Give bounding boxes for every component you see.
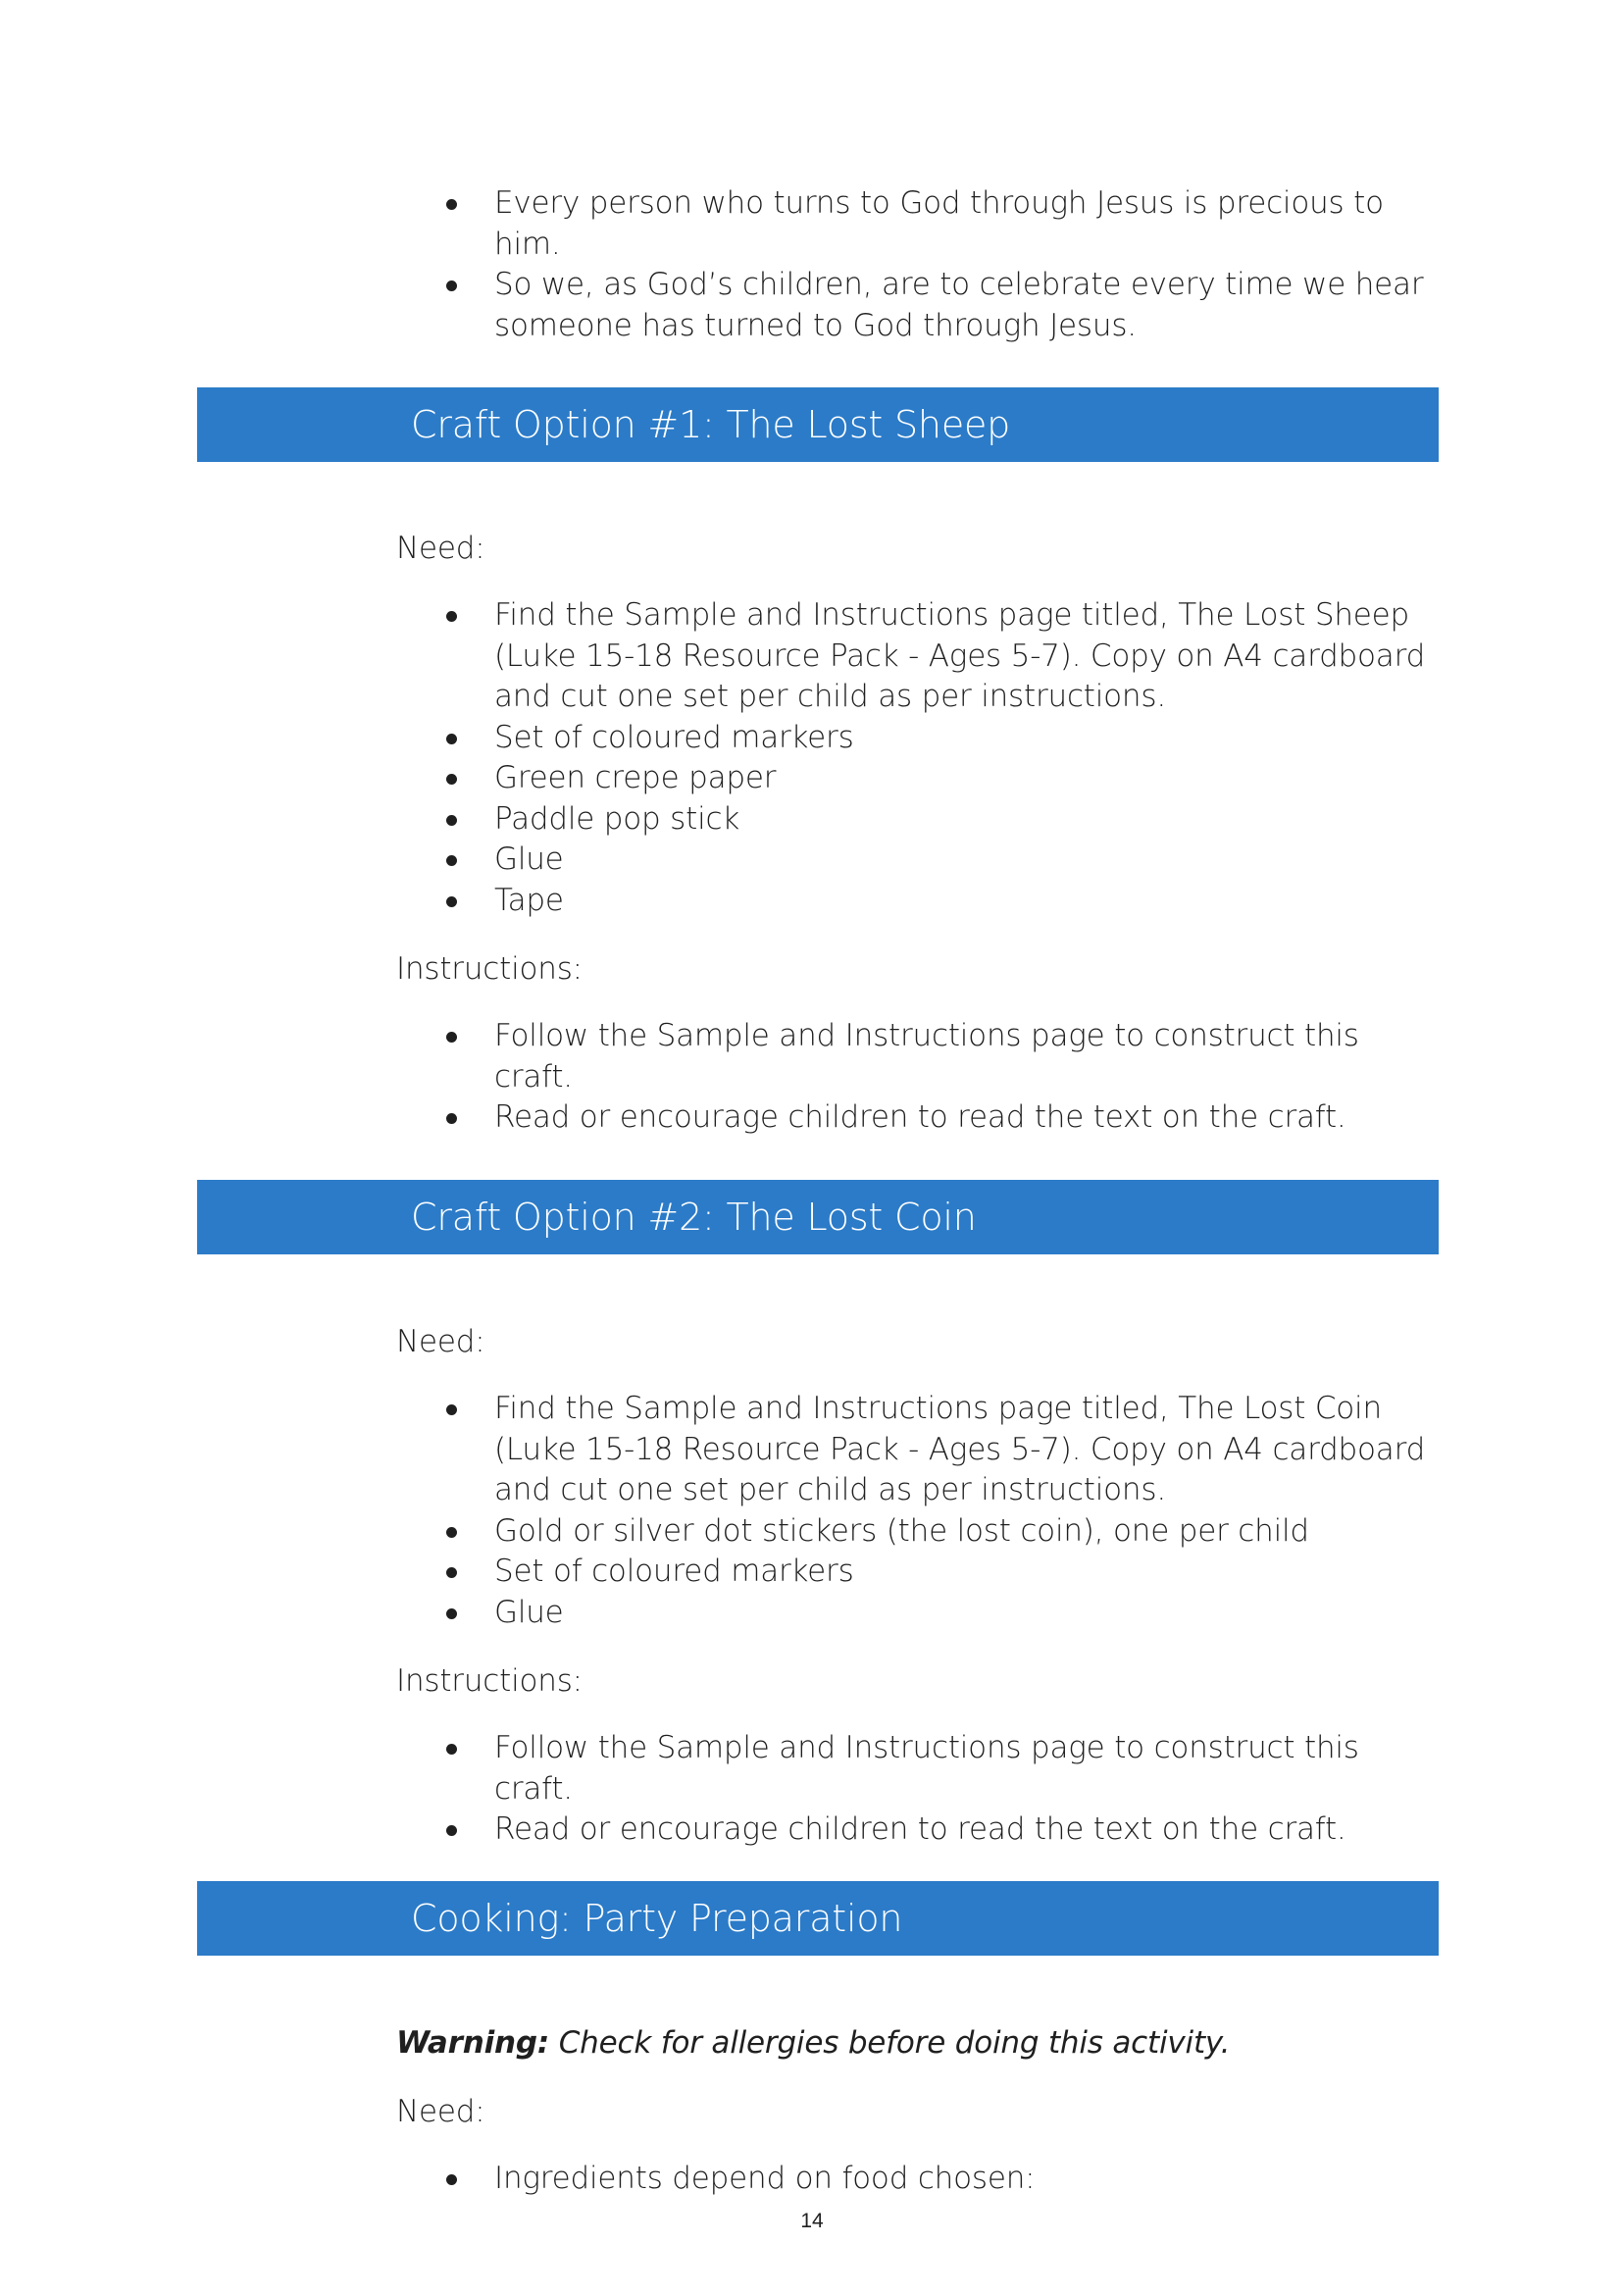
list-item: Paddle pop stick bbox=[392, 799, 1442, 841]
bullet-icon bbox=[446, 1744, 457, 1755]
bullet-icon bbox=[446, 774, 457, 785]
list-item: Gold or silver dot stickers (the lost coin), one per child bbox=[392, 1511, 1442, 1553]
allergy-warning bbox=[396, 2023, 1230, 2064]
list-item: Glue bbox=[392, 1593, 1442, 1634]
cooking-need-list bbox=[392, 2159, 1442, 2200]
list-item: Follow the Sample and Instructions page to construct this craft. bbox=[392, 1016, 1442, 1097]
bullet-icon bbox=[446, 199, 457, 210]
need-label: Need: bbox=[396, 2094, 485, 2129]
bullet-icon bbox=[446, 815, 457, 826]
bullet-icon bbox=[446, 1608, 457, 1619]
warning-text: Check for allergies before doing this activity. bbox=[549, 2025, 1231, 2061]
craft1-instructions-list bbox=[392, 1016, 1442, 1139]
list-item: Set of coloured markers bbox=[392, 1552, 1442, 1593]
section-banner-cooking bbox=[197, 1881, 1439, 1956]
craft2-instructions-list bbox=[392, 1728, 1442, 1851]
bullet-icon bbox=[446, 734, 457, 744]
need-label: Need: bbox=[396, 1324, 485, 1359]
bullet-icon bbox=[446, 855, 457, 866]
intro-bullet-list bbox=[392, 183, 1442, 346]
bullet-icon bbox=[446, 1404, 457, 1415]
need-label: Need: bbox=[396, 531, 485, 566]
list-item: Find the Sample and Instructions page titled, The Lost Coin (Luke 15-18 Resource Pack - Ages 5-7). Copy on A4 cardboard and cut one set per child as per instructions. bbox=[392, 1389, 1442, 1511]
section-title: Cooking: Party Preparation bbox=[411, 1897, 903, 1940]
section-title: Craft Option #2: The Lost Coin bbox=[411, 1196, 977, 1239]
bullet-icon bbox=[446, 1527, 457, 1538]
section-banner-craft1 bbox=[197, 387, 1439, 462]
craft1-need-list bbox=[392, 595, 1442, 921]
list-item: Follow the Sample and Instructions page to construct this craft. bbox=[392, 1728, 1442, 1810]
page-number: 14 bbox=[800, 2210, 824, 2232]
bullet-icon bbox=[446, 1032, 457, 1043]
list-item: Green crepe paper bbox=[392, 758, 1442, 799]
list-item: Every person who turns to God through Jesus is precious to him. bbox=[392, 183, 1442, 265]
instructions-label: Instructions: bbox=[396, 951, 583, 987]
list-item: Tape bbox=[392, 881, 1442, 922]
list-item: So we, as God’s children, are to celebrate every time we hear someone has turned to God through Jesus. bbox=[392, 265, 1442, 346]
list-item: Ingredients depend on food chosen: bbox=[392, 2159, 1442, 2200]
section-banner-craft2 bbox=[197, 1180, 1439, 1254]
bullet-icon bbox=[446, 2174, 457, 2185]
list-item: Set of coloured markers bbox=[392, 718, 1442, 759]
bullet-icon bbox=[446, 280, 457, 291]
bullet-icon bbox=[446, 1825, 457, 1836]
list-item: Read or encourage children to read the text on the craft. bbox=[392, 1810, 1442, 1851]
craft2-need-list bbox=[392, 1389, 1442, 1633]
warning-label: Warning: bbox=[396, 2025, 550, 2061]
list-item: Glue bbox=[392, 840, 1442, 881]
list-item: Find the Sample and Instructions page titled, The Lost Sheep (Luke 15-18 Resource Pack - Ages 5-7). Copy on A4 cardboard and cut one set per child as per instructions. bbox=[392, 595, 1442, 718]
bullet-icon bbox=[446, 611, 457, 622]
section-title: Craft Option #1: The Lost Sheep bbox=[411, 403, 1011, 446]
instructions-label: Instructions: bbox=[396, 1663, 583, 1699]
list-item: Read or encourage children to read the text on the craft. bbox=[392, 1097, 1442, 1139]
bullet-icon bbox=[446, 1113, 457, 1124]
bullet-icon bbox=[446, 896, 457, 907]
bullet-icon bbox=[446, 1567, 457, 1578]
